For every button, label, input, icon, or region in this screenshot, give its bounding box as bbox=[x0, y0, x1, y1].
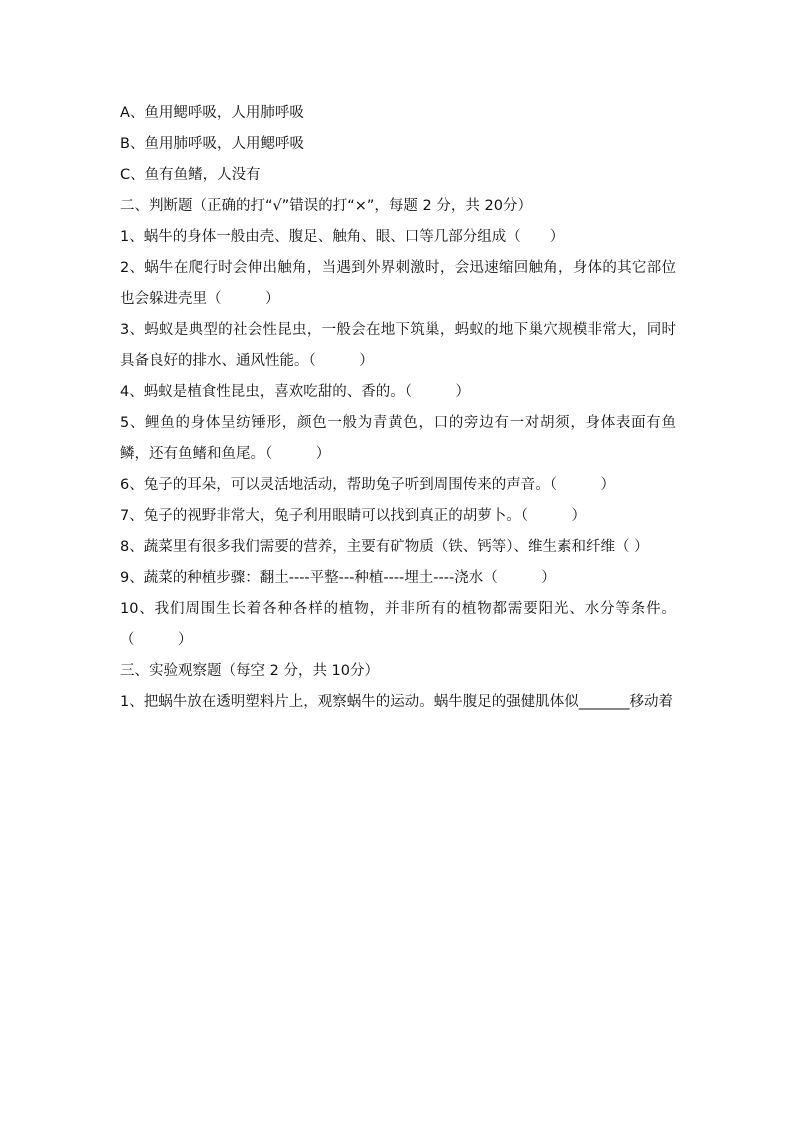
judgment-item-6: 6、兔子的耳朵，可以灵活地活动，帮助兔子听到周围传来的声音。（ ） bbox=[120, 477, 615, 493]
document-body bbox=[120, 98, 676, 718]
judgment-item-9: 9、蔬菜的种植步骤：翻土----平整---种植----埋土----浇水（ ） bbox=[120, 570, 556, 586]
judgment-item-7: 7、兔子的视野非常大，兔子利用眼睛可以找到真正的胡萝卜。（ ） bbox=[120, 508, 586, 524]
judgment-item-3: 3、蚂蚁是典型的社会性昆虫，一般会在地下筑巢，蚂蚁的地下巢穴规模非常大，同时具备良好的排水、通风性能。（ ） bbox=[120, 322, 676, 369]
section-3-heading: 三、实验观察题（每空 2 分，共 10分） bbox=[120, 663, 380, 679]
judgment-item-4: 4、蚂蚁是植食性昆虫，喜欢吃甜的、香的。（ ） bbox=[120, 384, 470, 400]
option-a: A、鱼用鳃呼吸，人用肺呼吸 bbox=[120, 105, 304, 121]
experiment-item-1: 1、把蜗牛放在透明塑料片上，观察蜗牛的运动。蜗牛腹足的强健肌体似_______移动着 bbox=[120, 694, 673, 710]
judgment-item-10: 10、我们周围生长着各种各样的植物，并非所有的植物都需要阳光、水分等条件。（ ） bbox=[120, 601, 676, 648]
judgment-item-2: 2、蜗牛在爬行时会伸出触角，当遇到外界刺激时，会迅速缩回触角，身体的其它部位也会躲进壳里（ ） bbox=[120, 260, 676, 307]
judgment-item-8: 8、蔬菜里有很多我们需要的营养，主要有矿物质（铁、钙等）、维生素和纤维（ ） bbox=[120, 539, 649, 555]
judgment-item-5: 5、鲤鱼的身体呈纺锤形，颜色一般为青黄色，口的旁边有一对胡须，身体表面有鱼鳞，还有鱼鳍和鱼尾。（ ） bbox=[120, 415, 676, 462]
option-c: C、鱼有鱼鳍，人没有 bbox=[120, 167, 261, 183]
section-2-heading: 二、判断题（正确的打“√”错误的打“×”，每题 2 分，共 20分） bbox=[120, 198, 532, 214]
judgment-item-1: 1、蜗牛的身体一般由壳、腹足、触角、眼、口等几部分组成（ ） bbox=[120, 229, 565, 245]
option-b: B、鱼用肺呼吸，人用鳃呼吸 bbox=[120, 136, 304, 152]
